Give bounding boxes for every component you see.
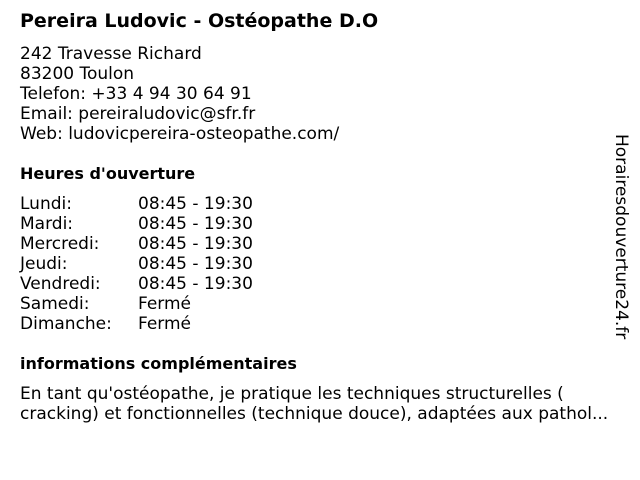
- day-label: Lundi:: [20, 194, 72, 214]
- email-address[interactable]: Email: pereiraludovic@sfr.fr: [20, 104, 256, 124]
- contact-block: [20, 44, 339, 144]
- business-title: Pereira Ludovic - Ostéopathe D.O: [20, 10, 379, 32]
- hours-heading: Heures d'ouverture: [20, 164, 196, 183]
- time-value: 08:45 - 19:30: [138, 214, 253, 234]
- time-value: 08:45 - 19:30: [138, 254, 253, 274]
- time-value: Fermé: [138, 294, 192, 314]
- address-city: 83200 Toulon: [20, 64, 135, 84]
- day-label: Dimanche:: [20, 314, 112, 334]
- day-label: Mardi:: [20, 214, 74, 234]
- time-value: Fermé: [138, 314, 192, 334]
- info-description: [20, 384, 630, 424]
- day-label: Samedi:: [20, 294, 90, 314]
- day-label: Vendredi:: [20, 274, 101, 294]
- brand-watermark: Horairesdouverture24.fr: [611, 134, 631, 340]
- day-label: Jeudi:: [20, 254, 68, 274]
- website-link[interactable]: Web: ludovicpereira-osteopathe.com/: [20, 124, 340, 144]
- time-value: 08:45 - 19:30: [138, 194, 253, 214]
- day-label: Mercredi:: [20, 234, 100, 254]
- time-value: 08:45 - 19:30: [138, 234, 253, 254]
- info-heading: informations complémentaires: [20, 354, 297, 373]
- phone-number[interactable]: Telefon: +33 4 94 30 64 91: [20, 84, 252, 104]
- info-line: cracking) et fonctionnelles (technique douce), adaptées aux pathol...: [20, 404, 609, 424]
- info-line: En tant qu'ostéopathe, je pratique les techniques structurelles (: [20, 384, 564, 404]
- address-street: 242 Travesse Richard: [20, 44, 202, 64]
- time-value: 08:45 - 19:30: [138, 274, 253, 294]
